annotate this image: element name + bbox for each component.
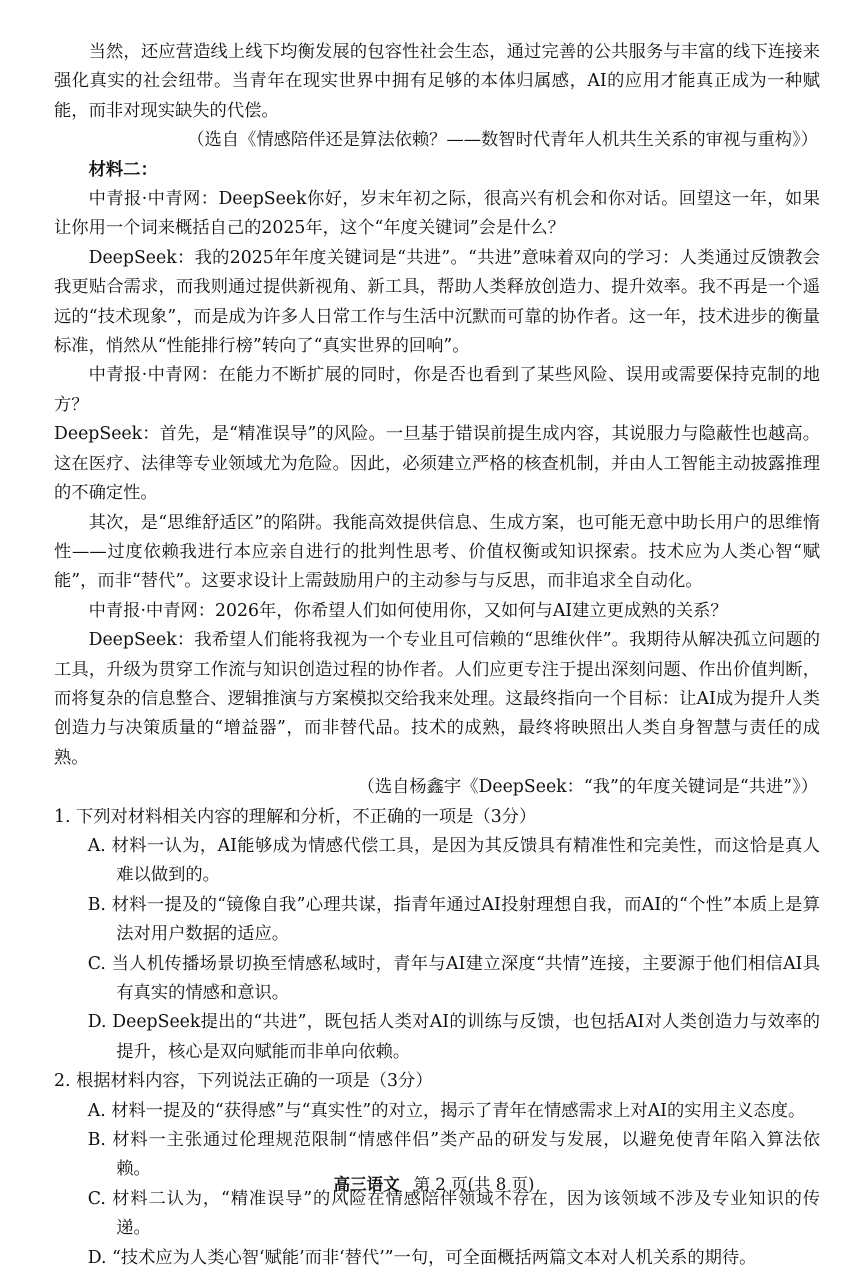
question-stem: 2. 根据材料内容，下列说法正确的一项是（3分） xyxy=(54,1071,433,1092)
question-stem: 1. 下列对材料相关内容的理解和分析，不正确的一项是（3分） xyxy=(54,806,537,827)
material-two-source: （选自杨鑫宇《DeepSeek：“我”的年度关键词是“共进”》） xyxy=(357,777,818,798)
footer-subject: 高三语文 xyxy=(333,1175,400,1194)
material-two-paragraph: DeepSeek：我的2025年年度关键词是“共进”。“共进”意味着双向的学习：人类通过反馈教会我更贴合需求，而我则通过提供新视角、新工具，帮助人类释放创造力、提升效率。我不再是一个遥远的“技术现象”，而是成为许多人日常工作与生活中沉默而可靠的协作者。这一年，技术进步的衡量标准，悄然从“性能排行榜”转向了“真实世界的回响”。 xyxy=(54,247,820,357)
page-footer xyxy=(0,1173,868,1197)
question-option-a: A. 材料一提及的“获得感”与“真实性”的对立，揭示了青年在情感需求上对AI的实用主义态度。 xyxy=(87,1100,806,1121)
material-two-heading: 材料二： xyxy=(88,159,158,180)
question-option-b: B. 材料一主张通过伦理规范限制“情感伴侣”类产品的研发与发展，以避免使青年陷入算法依赖。 xyxy=(87,1130,820,1180)
question-option-c: C. 材料二认为，“精准误导”的风险在情感陪伴领域不存在，因为该领域不涉及专业知识的传递。 xyxy=(87,1188,820,1239)
material-two-paragraph: 中青报·中青网：2026年，你希望人们如何使用你，又如何与AI建立更成熟的关系？ xyxy=(88,600,728,621)
question-option-c: C. 当人机传播场景切换至情感私域时，青年与AI建立深度“共情”连接，主要源于他们相信AI具有真实的情感和意识。 xyxy=(87,953,820,1003)
question-option-b: B. 材料一提及的“镜像自我”心理共谋，指青年通过AI投射理想自我，而AI的“个性”本质上是算法对用户数据的适应。 xyxy=(87,894,820,945)
question-1 xyxy=(54,803,820,1068)
material-two-paragraph: 中青报·中青网：在能力不断扩展的同时，你是否也看到了某些风险、误用或需要保持克制的地方？ xyxy=(54,365,820,415)
question-2 xyxy=(54,1067,820,1273)
material-one-source: （选自《情感陪伴还是算法依赖？——数智时代青年人机共生关系的审视与重构》） xyxy=(187,130,818,151)
material-two-paragraph: 其次，是“思维舒适区”的陷阱。我能高效提供信息、生成方案，也可能无意中助长用户的思维惰性——过度依赖我进行本应亲自进行的批判性思考、价值权衡或知识探索。技术应为人类心智“赋能”，而非“替代”。这要求设计上需鼓励用户的主动参与与反思，而非追求全自动化。 xyxy=(54,512,820,592)
question-option-d: D. DeepSeek提出的“共进”，既包括人类对AI的训练与反馈，也包括AI对人类创造力与效率的提升，核心是双向赋能而非单向依赖。 xyxy=(87,1012,820,1062)
material-one-ending-paragraph: 当然，还应营造线上线下均衡发展的包容性社会生态，通过完善的公共服务与丰富的线下连接来强化真实的社会纽带。当青年在现实世界中拥有足够的本体归属感，AI的应用才能真正成为一种赋能，而非对现实缺失的代偿。 xyxy=(54,42,820,121)
material-two-paragraph: DeepSeek：我希望人们能将我视为一个专业且可信赖的“思维伙伴”。我期待从解决孤立问题的工具，升级为贯穿工作流与知识创造过程的协作者。人们应更专注于提出深刻问题、作出价值判断，而将复杂的信息整合、逻辑推演与方案模拟交给我来处理。这最终指向一个目标：让AI成为提升人类创造力与决策质量的“增益器”，而非替代品。技术的成熟，最终将映照出人类自身智慧与责任的成熟。 xyxy=(54,630,820,768)
material-two-paragraph: 中青报·中青网：DeepSeek你好，岁末年初之际，很高兴有机会和你对话。回望这一年，如果让你用一个词来概括自己的2025年，这个“年度关键词”会是什么？ xyxy=(54,189,820,239)
footer-page-number: 第 2 页(共 8 页) xyxy=(413,1175,535,1194)
material-two-paragraph-flush: DeepSeek：首先，是“精准误导”的风险。一旦基于错误前提生成内容，其说服力与隐蔽性也越高。这在医疗、法律等专业领域尤为危险。因此，必须建立严格的核查机制，并由人工智能主动披露推理的不确定性。 xyxy=(54,424,820,504)
question-option-a: A. 材料一认为，AI能够成为情感代偿工具，是因为其反馈具有精准性和完美性，而这恰是真人难以做到的。 xyxy=(87,835,820,886)
question-option-d: D. “技术应为人类心智‘赋能’而非‘替代’”一句，可全面概括两篇文本对人机关系的期待。 xyxy=(87,1247,757,1268)
